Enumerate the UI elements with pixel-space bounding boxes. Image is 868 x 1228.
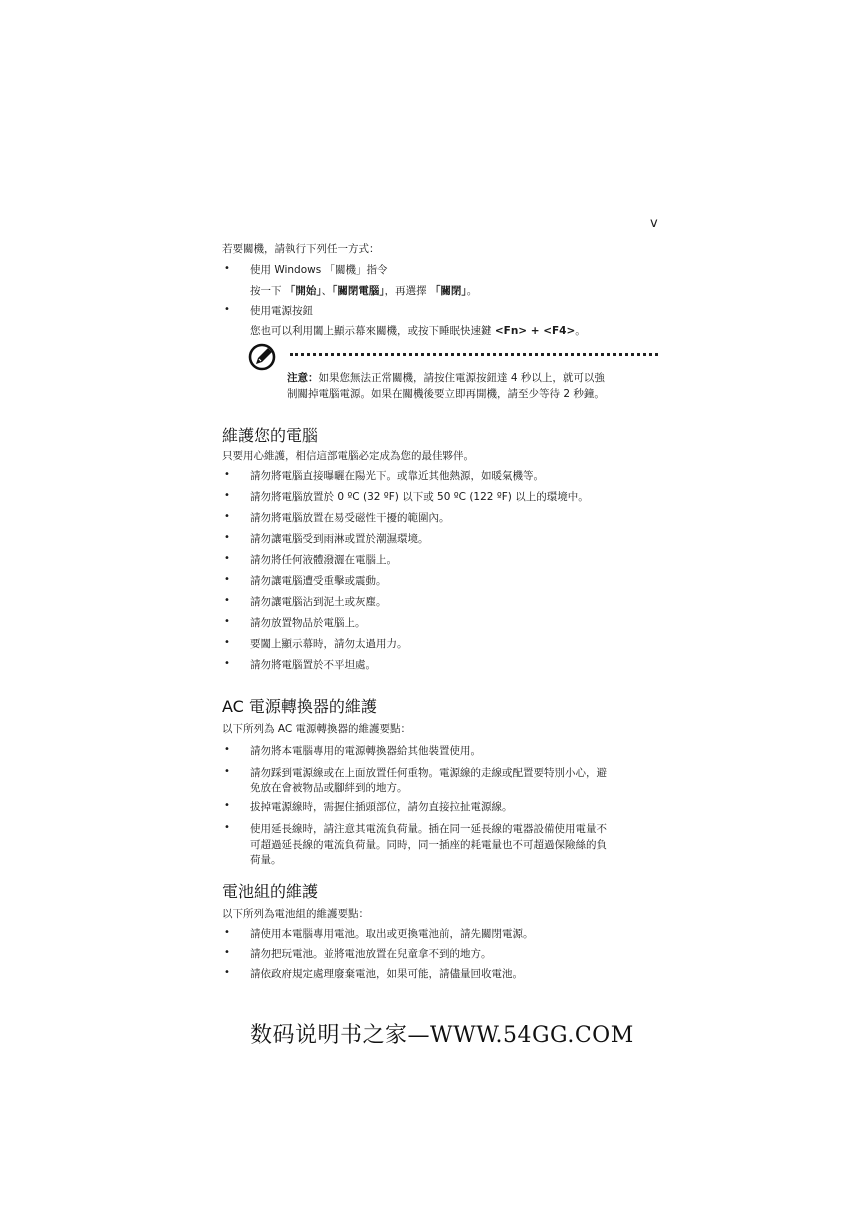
care-adapter-item: 請勿踩到電源線或在上面放置任何重物。電源線的走線或配置要特別小心，避 <box>250 767 607 779</box>
note-pencil-icon <box>248 342 278 372</box>
bullet-icon: • <box>224 553 230 564</box>
bullet-icon: • <box>224 927 230 938</box>
note-line-2: 制關掉電腦電源。如果在關機後要立即再開機，請至少等待 2 秒鐘。 <box>287 388 605 400</box>
bullet-icon: • <box>224 595 230 606</box>
bullet-icon: • <box>224 511 230 522</box>
section-title-care-computer: 維護您的電腦 <box>222 426 319 445</box>
care-adapter-item: 拔掉電源線時，需握住插頭部位，請勿直接拉扯電源線。 <box>250 801 513 813</box>
bullet-icon: • <box>224 637 230 648</box>
care-computer-item: 請勿放置物品於電腦上。 <box>250 617 366 629</box>
note-divider <box>290 353 658 356</box>
bullet-icon: • <box>224 967 230 978</box>
bullet-icon: • <box>224 469 230 480</box>
shutdown-power-detail: 您也可以利用闔上顯示幕來關機，或按下睡眠快速鍵 <Fn> + <F4>。 <box>250 325 586 337</box>
bullet-icon: • <box>224 574 230 585</box>
care-computer-item: 要闔上顯示幕時，請勿太過用力。 <box>250 638 408 650</box>
care-computer-item: 請勿讓電腦沾到泥土或灰塵。 <box>250 596 387 608</box>
shutdown-item-power-button: 使用電源按鈕 <box>250 305 313 317</box>
bullet-icon: • <box>224 822 230 833</box>
care-adapter-item-cont: 免放在會被物品或腳絆到的地方。 <box>250 782 408 794</box>
care-computer-item: 請勿將電腦直接曝曬在陽光下。或靠近其他熱源，如暖氣機等。 <box>250 470 544 482</box>
care-adapter-item: 請勿將本電腦專用的電源轉換器給其他裝置使用。 <box>250 745 481 757</box>
section-title-care-battery: 電池組的維護 <box>222 882 319 901</box>
care-computer-item: 請勿將電腦放置在易受磁性干擾的範圍內。 <box>250 512 450 524</box>
shutdown-intro: 若要關機，請執行下列任一方式： <box>222 243 380 255</box>
bullet-icon: • <box>224 766 230 777</box>
care-adapter-intro: 以下所列為 AC 電源轉換器的維護要點： <box>222 723 412 735</box>
care-computer-item: 請勿將電腦置於不平坦處。 <box>250 659 376 671</box>
care-computer-item: 請勿將電腦放置於 0 ºC (32 ºF) 以下或 50 ºC (122 ºF) 以上的環境中。 <box>250 491 589 503</box>
care-battery-item: 請使用本電腦專用電池。取出或更換電池前，請先關閉電源。 <box>250 928 534 940</box>
shutdown-windows-detail: 按一下 「開始」、「關閉電腦」，再選擇 「關閉」。 <box>250 285 478 297</box>
care-battery-item: 請依政府規定處理廢棄電池，如果可能，請儘量回收電池。 <box>250 968 523 980</box>
bullet-icon: • <box>224 658 230 669</box>
care-computer-intro: 只要用心維護，相信這部電腦必定成為您的最佳夥伴。 <box>222 450 474 462</box>
note-line-1: 注意：如果您無法正常關機，請按住電源按鈕達 4 秒以上，就可以強 <box>287 372 605 384</box>
bullet-icon: • <box>224 616 230 627</box>
care-battery-intro: 以下所列為電池組的維護要點： <box>222 908 369 920</box>
bullet-icon: • <box>224 947 230 958</box>
bullet-icon: • <box>224 490 230 501</box>
care-adapter-item-cont: 荷量。 <box>250 854 282 866</box>
bullet-icon: • <box>224 532 230 543</box>
care-computer-item: 請勿將任何液體潑灑在電腦上。 <box>250 554 397 566</box>
shutdown-item-windows: 使用 Windows 「關機」指令 <box>250 264 388 276</box>
bullet-icon: • <box>224 263 230 274</box>
care-battery-item: 請勿把玩電池。並將電池放置在兒童拿不到的地方。 <box>250 948 492 960</box>
footer-watermark: 数码说明书之家—WWW.54GG.COM <box>250 1023 634 1048</box>
care-computer-item: 請勿讓電腦受到雨淋或置於潮濕環境。 <box>250 533 429 545</box>
page-number: v <box>650 216 658 231</box>
section-title-care-adapter: AC 電源轉換器的維護 <box>222 697 377 716</box>
care-adapter-item: 使用延長線時，請注意其電流負荷量。插在同一延長線的電器設備使用電量不 <box>250 823 607 835</box>
care-computer-item: 請勿讓電腦遭受重擊或震動。 <box>250 575 387 587</box>
bullet-icon: • <box>224 744 230 755</box>
bullet-icon: • <box>224 304 230 315</box>
bullet-icon: • <box>224 800 230 811</box>
care-adapter-item-cont: 可超過延長線的電流負荷量。同時，同一插座的耗電量也不可超過保險絲的負 <box>250 839 607 851</box>
